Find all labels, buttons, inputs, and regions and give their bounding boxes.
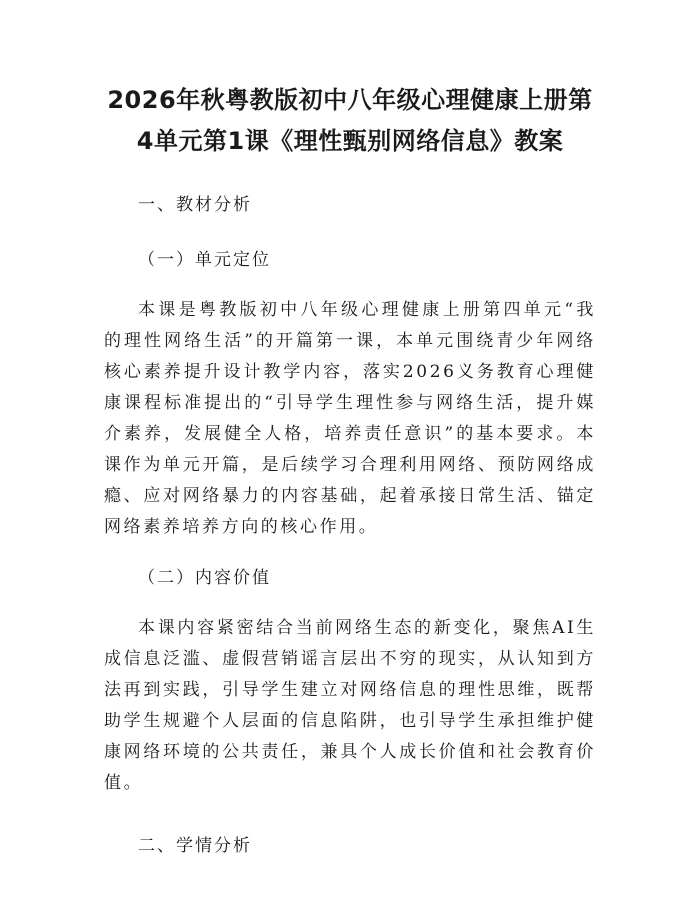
section-heading-learner-analysis: 二、学情分析 (138, 836, 252, 856)
section-heading-textbook-analysis: 一、教材分析 (138, 195, 252, 215)
paragraph-content-value: 本课内容紧密结合当前网络生态的新变化，聚焦AI生成信息泛滥、虚假营销谣言层出不穷的现实，从认知到方法再到实践，引导学生建立对网络信息的理性思维，既帮助学生规避个人层面的信息陷阱，也引导学生承担维护健康网络环境的公共责任，兼具个人成长价值和社会教育价值。 (104, 618, 596, 793)
document-title (98, 80, 602, 162)
title-line-1: 2026年秋粤教版初中八年级心理健康上册第 (107, 86, 593, 114)
subsection-heading-unit-position: （一）单元定位 (138, 250, 271, 270)
paragraph-unit-position: 本课是粤教版初中八年级心理健康上册第四单元“我的理性网络生活”的开篇第一课，本单元围绕青少年网络核心素养提升设计教学内容，落实2026义务教育心理健康课程标准提出的“引导学生理性参与网络生活，提升媒介素养，发展健全人格，培养责任意识”的基本要求。本课作为单元开篇，是后续学习合理利用网络、预防网络成瘾、应对网络暴力的内容基础，起着承接日常生活、锚定网络素养培养方向的核心作用。 (104, 300, 596, 537)
title-line-2: 4单元第1课《理性甄别网络信息》教案 (136, 127, 564, 155)
subsection-heading-content-value: （二）内容价值 (138, 568, 271, 588)
